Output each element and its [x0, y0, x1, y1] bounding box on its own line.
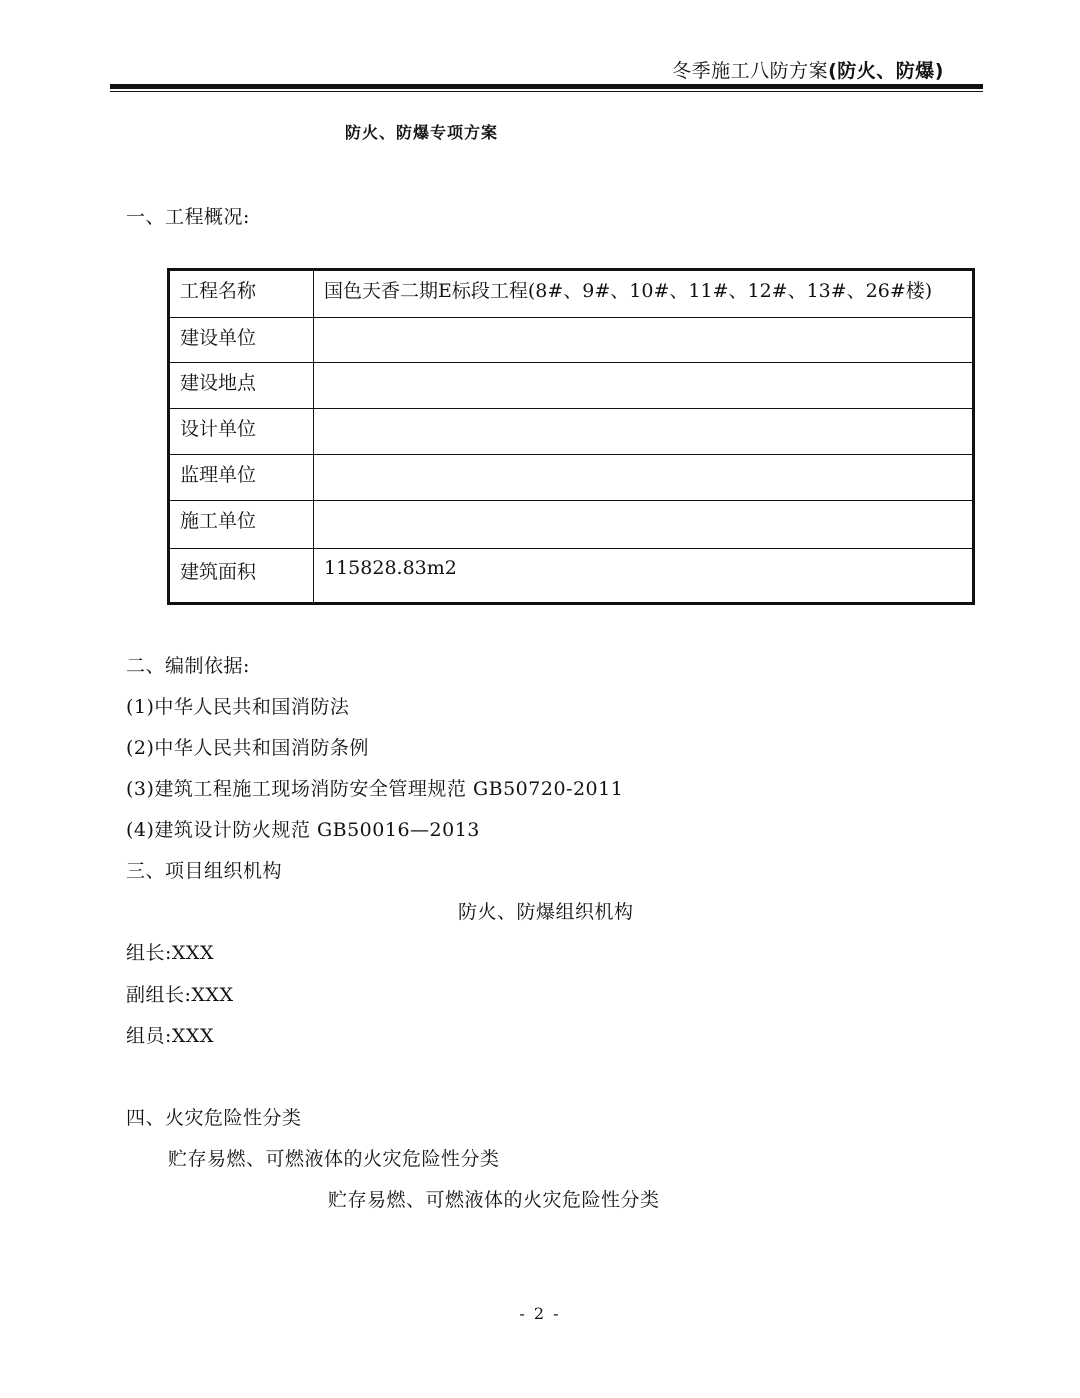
basis-item: (1)中华人民共和国消防法 [126, 696, 350, 718]
table-value-cell [314, 501, 974, 549]
basis-item: (3)建筑工程施工现场消防安全管理规范 GB50720-2011 [126, 778, 624, 800]
classification-line: 贮存易燃、可燃液体的火灾危险性分类 [168, 1148, 500, 1170]
table-row [169, 501, 974, 549]
table-row [169, 455, 974, 501]
page-number: - 2 - [519, 1304, 561, 1323]
basis-item: (2)中华人民共和国消防条例 [126, 737, 369, 759]
section3-heading: 三、项目组织机构 [126, 860, 283, 882]
table-label-cell: 施工单位 [169, 501, 314, 549]
classification-table-title: 贮存易燃、可燃液体的火灾危险性分类 [328, 1189, 660, 1211]
header-rule-thick [110, 84, 983, 89]
running-header [672, 56, 944, 83]
basis-item: (4)建筑设计防火规范 GB50016—2013 [126, 819, 480, 841]
table-row [169, 549, 974, 604]
table-label-cell: 建设地点 [169, 363, 314, 409]
table-label-cell: 设计单位 [169, 409, 314, 455]
header-bold-text: (防火、防爆) [828, 60, 944, 82]
document-title: 防火、防爆专项方案 [345, 123, 499, 142]
table-value-cell [314, 318, 974, 363]
header-rule-thin [110, 91, 983, 92]
table-label-cell: 工程名称 [169, 270, 314, 318]
member-line: 组员:XXX [126, 1025, 214, 1047]
header-text: 冬季施工八防方案 [672, 60, 829, 82]
section4-heading: 四、火灾危险性分类 [126, 1107, 302, 1129]
table-row [169, 270, 974, 318]
table-row [169, 318, 974, 363]
member-line: 组长:XXX [126, 942, 214, 964]
organization-subtitle: 防火、防爆组织机构 [458, 901, 634, 923]
project-overview-table [167, 268, 975, 605]
table-row [169, 409, 974, 455]
table-value-cell [314, 363, 974, 409]
table-row [169, 363, 974, 409]
table-value-cell: 国色天香二期E标段工程(8#、9#、10#、11#、12#、13#、26#楼) [314, 270, 974, 318]
table-value-cell: 115828.83m2 [314, 549, 974, 604]
section1-heading: 一、工程概况: [126, 206, 250, 228]
table-label-cell: 监理单位 [169, 455, 314, 501]
table-value-cell [314, 409, 974, 455]
table-label-cell: 建筑面积 [169, 549, 314, 604]
section2-heading: 二、编制依据: [126, 655, 250, 677]
table-label-cell: 建设单位 [169, 318, 314, 363]
table-value-cell [314, 455, 974, 501]
member-line: 副组长:XXX [126, 984, 234, 1006]
